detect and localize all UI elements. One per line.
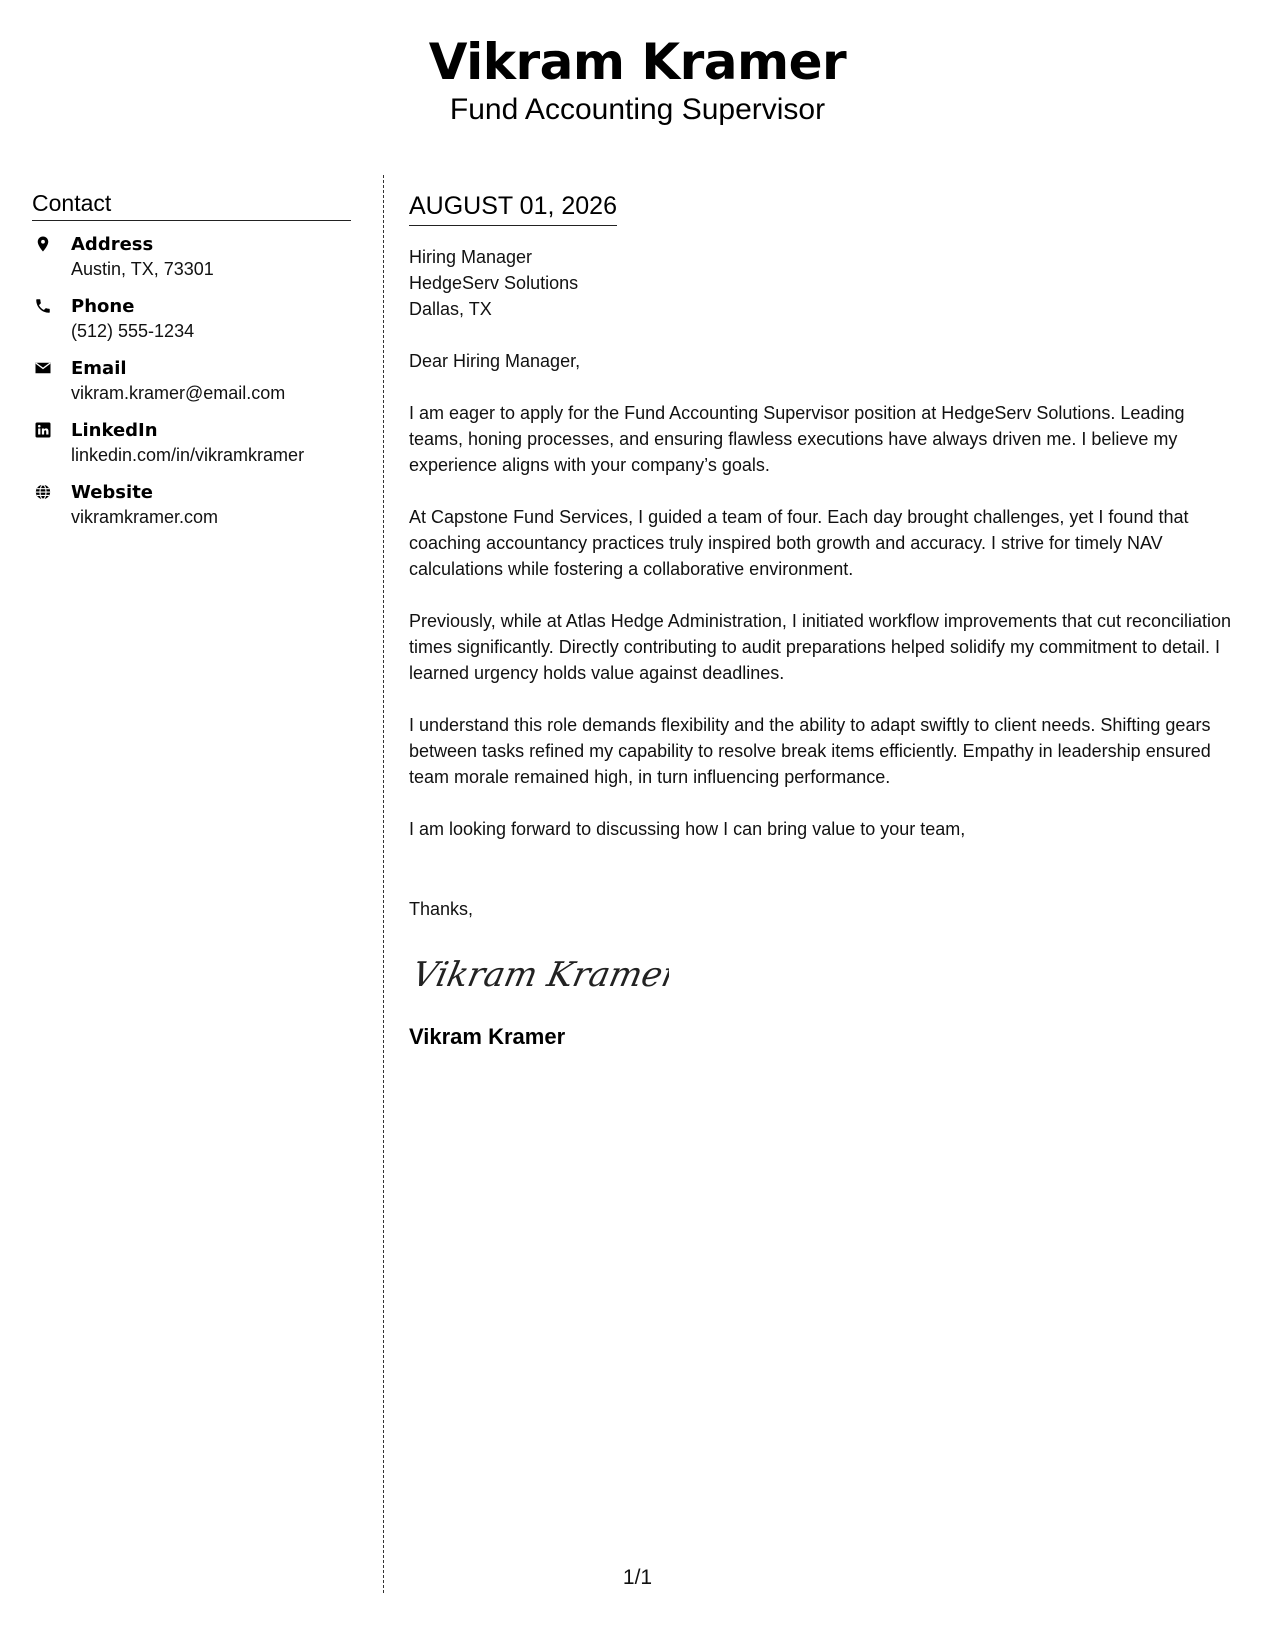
recipient-location: Dallas, TX <box>409 299 492 319</box>
greeting: Dear Hiring Manager, <box>409 351 581 371</box>
phone-icon <box>34 297 52 315</box>
recipient-company: HedgeServ Solutions <box>409 273 579 293</box>
column-divider <box>383 175 384 1593</box>
letter-header <box>0 30 1275 128</box>
signed-name: Vikram Kramer <box>409 1024 566 1049</box>
applicant-name: Vikram Kramer <box>428 33 847 91</box>
recipient-block <box>409 244 1239 322</box>
contact-sidebar <box>32 188 351 543</box>
contact-item-phone <box>32 295 351 343</box>
contact-list <box>32 233 351 529</box>
contact-value: vikramkramer.com <box>71 507 219 527</box>
contact-value: linkedin.com/in/vikramkramer <box>71 445 305 465</box>
contact-value: vikram.kramer@email.com <box>71 383 286 403</box>
paragraph: Previously, while at Atlas Hedge Administration, I initiated workflow improvements that cut reconciliation times significantly. Directly contributing to audit preparations helped solidify my commitment to detail. I learned urgency holds value against deadlines. <box>409 611 1232 683</box>
envelope-icon <box>34 359 52 377</box>
contact-item-linkedin <box>32 419 351 467</box>
contact-value: (512) 555-1234 <box>71 321 195 341</box>
contact-label: LinkedIn <box>71 420 158 441</box>
contact-label: Website <box>71 482 154 503</box>
paragraph: I understand this role demands flexibility and the ability to adapt swiftly to client needs. Shifting gears between tasks refined my capability to resolve break items efficiently. Empathy in leadership ensured team morale remained high, in turn influencing performance. <box>409 715 1211 787</box>
contact-item-email <box>32 357 351 405</box>
letter-body <box>409 190 1239 1051</box>
signoff: Thanks, <box>409 899 474 919</box>
contact-item-address <box>32 233 351 281</box>
contact-label: Email <box>71 358 127 379</box>
page-number: 1/1 <box>622 1566 653 1589</box>
contact-item-website <box>32 481 351 529</box>
closing-line: I am looking forward to discussing how I can bring value to your team, <box>409 819 966 839</box>
location-pin-icon <box>34 235 52 253</box>
contact-heading: Contact <box>32 188 351 221</box>
contact-value: Austin, TX, 73301 <box>71 259 214 279</box>
handwritten-signature <box>409 946 669 1002</box>
globe-icon <box>34 483 52 501</box>
paragraph: I am eager to apply for the Fund Accounting Supervisor position at HedgeServ Solutions. Leading teams, honing processes, and ensuring flawless executions have always driven me. I believe my experience aligns with your company’s goals. <box>409 403 1185 475</box>
contact-label: Address <box>71 234 154 255</box>
recipient-title: Hiring Manager <box>409 247 533 267</box>
applicant-role: Fund Accounting Supervisor <box>449 93 826 126</box>
linkedin-icon <box>34 421 52 439</box>
letter-date: AUGUST 01, 2026 <box>409 190 617 226</box>
svg-text:Vikram Kramer: Vikram Kramer <box>409 955 669 995</box>
contact-label: Phone <box>71 296 135 317</box>
paragraph: At Capstone Fund Services, I guided a team of four. Each day brought challenges, yet I found that coaching accountancy practices truly inspired both growth and accuracy. I strive for timely NAV calculations while fostering a collaborative environment. <box>409 507 1189 579</box>
